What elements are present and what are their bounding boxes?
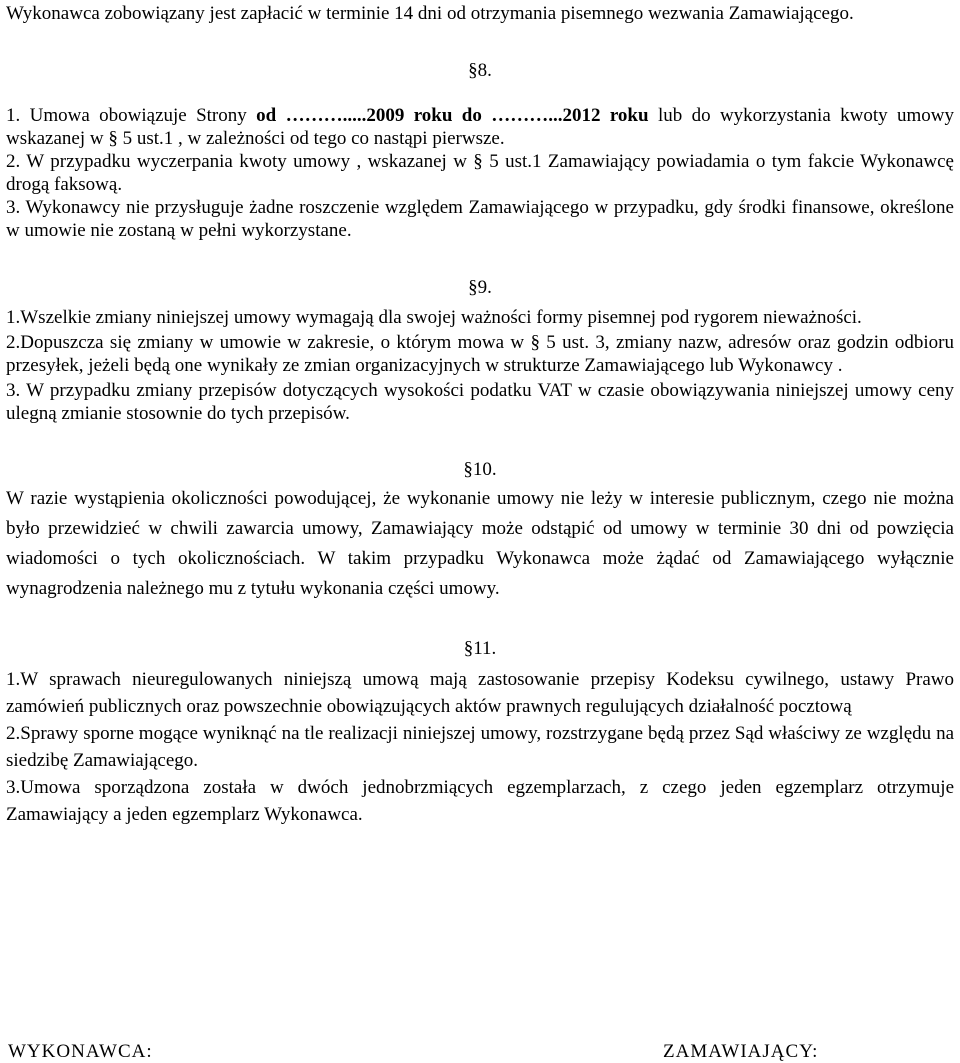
section-8-clause-3: 3. Wykonawcy nie przysługuje żadne roszczenie względem Zamawiającego w przypadku, gdy środki finansowe, określone w umowie nie zostaną w pełni wykorzystane. xyxy=(6,197,954,241)
section-8-clause-2: 2. W przypadku wyczerpania kwoty umowy , wskazanej w § 5 ust.1 Zamawiający powiadamia o tym fakcie Wykonawcę drogą faksową. xyxy=(6,151,954,195)
contract-document xyxy=(6,0,954,828)
client-signature-label: ZAMAWIAJĄCY: xyxy=(663,1041,819,1062)
section-11-heading-text: §11. xyxy=(463,638,497,659)
section-9-clause-1: 1.Wszelkie zmiany niniejszej umowy wymagają dla swojej ważności formy pisemnej pod rygorem nieważności. xyxy=(6,307,862,328)
section-9-clause-2: 2.Dopuszcza się zmiany w umowie w zakresie, o którym mowa w § 5 ust. 3, zmiany nazw, adresów oraz godzin odbioru przesyłek, jeżeli będą one wynikały ze zmian organizacyjnych w strukturze Zamawiającego lub Wykonawcy . xyxy=(6,332,954,376)
contract-period: od ……….....2009 roku do ………...2012 roku xyxy=(256,105,649,126)
section-9-heading xyxy=(6,276,954,299)
section-9-clause-3: 3. W przypadku zmiany przepisów dotyczących wysokości podatku VAT w czasie obowiązywania niniejszej umowy ceny ulegną zmianie stosownie do tych przepisów. xyxy=(6,380,954,424)
section-11-clause-3: 3.Umowa sporządzona została w dwóch jednobrzmiących egzemplarzach, z czego jeden egzemplarz otrzymuje Zamawiający a jeden egzemplarz Wykonawca. xyxy=(6,777,954,825)
section-8-clause-1 xyxy=(6,104,954,150)
intro-paragraph: Wykonawca zobowiązany jest zapłacić w terminie 14 dni od otrzymania pisemnego wezwania Zamawiającego. xyxy=(6,3,854,24)
section-10-heading xyxy=(6,458,954,481)
clause-1-tail: lub do wykorzystania kwoty umowy wskazanej w § 5 ust.1 , w zależności od tego co nastąpi pierwsze. xyxy=(6,105,955,149)
section-11-clause-2: 2.Sprawy sporne mogące wyniknąć na tle realizacji niniejszej umowy, rozstrzygane będą przez Sąd właściwy ze względu na siedzibę Zamawiającego. xyxy=(6,723,954,771)
clause-1-lead: 1. Umowa obowiązuje Strony xyxy=(6,105,257,126)
section-10-paragraph: W razie wystąpienia okoliczności powodującej, że wykonanie umowy nie leży w interesie publicznym, czego nie można było przewidzieć w chwili zawarcia umowy, Zamawiający może odstąpić od umowy w terminie 30 dni od powzięcia wiadomości o tych okolicznościach. W takim przypadku Wykonawca może żądać od Zamawiającego wyłącznie wynagrodzenia należnego mu z tytułu wykonania części umowy. xyxy=(6,488,954,599)
section-10-heading-text: §10. xyxy=(463,459,497,480)
section-11-heading xyxy=(6,637,954,660)
section-11-clause-1: 1.W sprawach nieuregulowanych niniejszą umową mają zastosowanie przepisy Kodeksu cywilnego, ustawy Prawo zamówień publicznych oraz powszechnie obowiązujących aktów prawnych regulujących działalność pocztową xyxy=(6,669,954,717)
section-8-heading-text: §8. xyxy=(468,60,492,81)
section-9-heading-text: §9. xyxy=(468,277,492,298)
section-8-heading xyxy=(6,59,954,82)
contractor-signature-label: WYKONAWCA: xyxy=(8,1041,153,1062)
